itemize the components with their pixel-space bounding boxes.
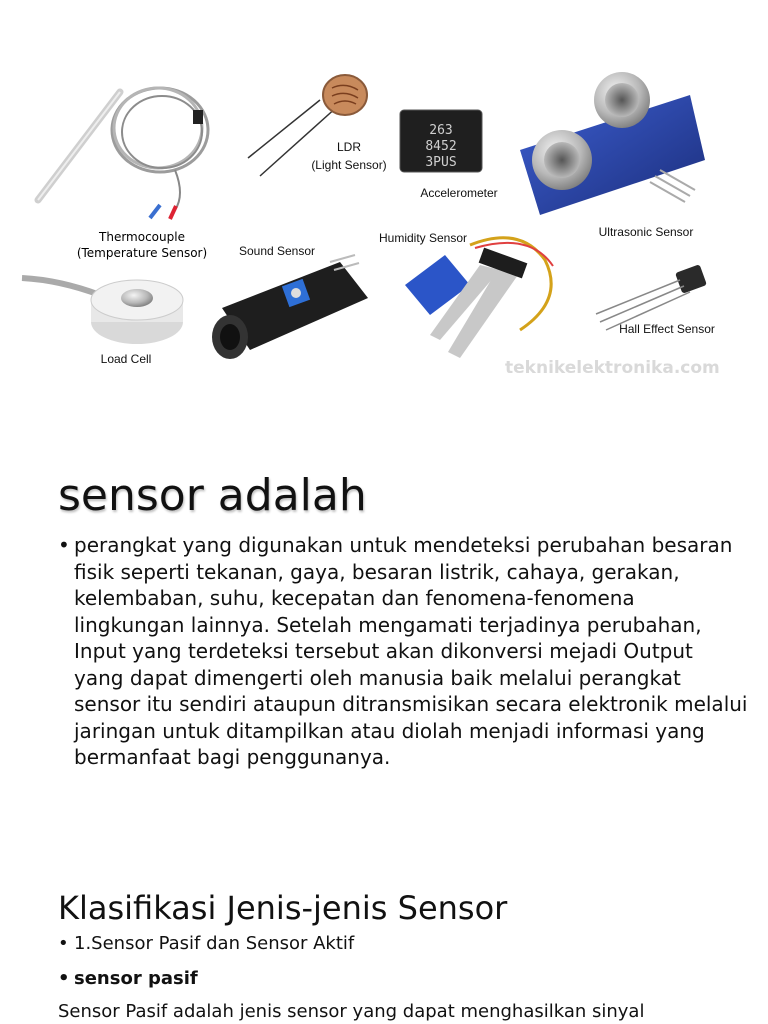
bullet-marker: • (58, 933, 69, 954)
thermocouple-label-line2: (Temperature Sensor) (76, 246, 208, 260)
chip-marking-line1: 263 (429, 123, 453, 138)
sensor-collage-figure (0, 0, 768, 400)
load-cell-label: Load Cell (100, 352, 152, 366)
humidity-sensor-label: Humidity Sensor (378, 231, 468, 245)
definition-text: perangkat yang digunakan untuk mendeteksi perubahan besaran fisik seperti tekanan, gaya, besaran listrik, cahaya, gerakan, kelembaban, suhu, kecepatan dan fenomena-fenomena lingkungan lainnya. Setelah mengamati terjadinya perubahan, Input yang terdeteksi tersebut akan dikonversi mejadi Output yang dapat dimengerti oleh manusia baik melalui perangkat sensor itu sendiri ataupun ditransmisikan secara elektronik melalui jaringan untuk ditampilkan atau diolah menjadi informasi yang bermanfaat bagi penggunanya. (74, 533, 748, 769)
bullet-text: sensor pasif (74, 968, 198, 989)
paragraph-sensor-pasif: Sensor Pasif adalah jenis sensor yang dapat menghasilkan sinyal (58, 1001, 645, 1022)
accelerometer-label: Accelerometer (420, 186, 498, 200)
bullet-text: 1.Sensor Pasif dan Sensor Aktif (74, 933, 355, 954)
definition-bullet (58, 532, 748, 771)
bullet-marker: • (58, 533, 70, 557)
ultrasonic-sensor-image (520, 72, 705, 215)
sound-sensor-image (212, 255, 368, 359)
ultrasonic-label: Ultrasonic Sensor (598, 225, 694, 239)
bullet-sensor-pasif (58, 967, 748, 991)
hall-effect-sensor-image (596, 264, 707, 330)
ldr-label-line2: (Light Sensor) (311, 158, 387, 172)
sound-sensor-label: Sound Sensor (238, 244, 316, 258)
load-cell-image (22, 278, 183, 344)
accelerometer-image (400, 110, 482, 172)
watermark-text: teknikelektronika.com (505, 358, 720, 378)
thermocouple-image (38, 88, 208, 219)
chip-marking-line3: 3PUS (425, 155, 457, 170)
humidity-sensor-image (405, 238, 553, 358)
bullet-marker: • (58, 968, 70, 989)
bullet-sensor-pasif-aktif (58, 932, 748, 956)
chip-marking-line2: 8452 (425, 139, 457, 154)
ldr-label-line1: LDR (336, 140, 362, 154)
heading-sensor-adalah: sensor adalah (58, 470, 367, 521)
hall-effect-label: Hall Effect Sensor (619, 322, 715, 336)
thermocouple-label-line1: Thermocouple (99, 230, 185, 244)
section-title-klasifikasi: Klasifikasi Jenis-jenis Sensor (58, 889, 508, 927)
